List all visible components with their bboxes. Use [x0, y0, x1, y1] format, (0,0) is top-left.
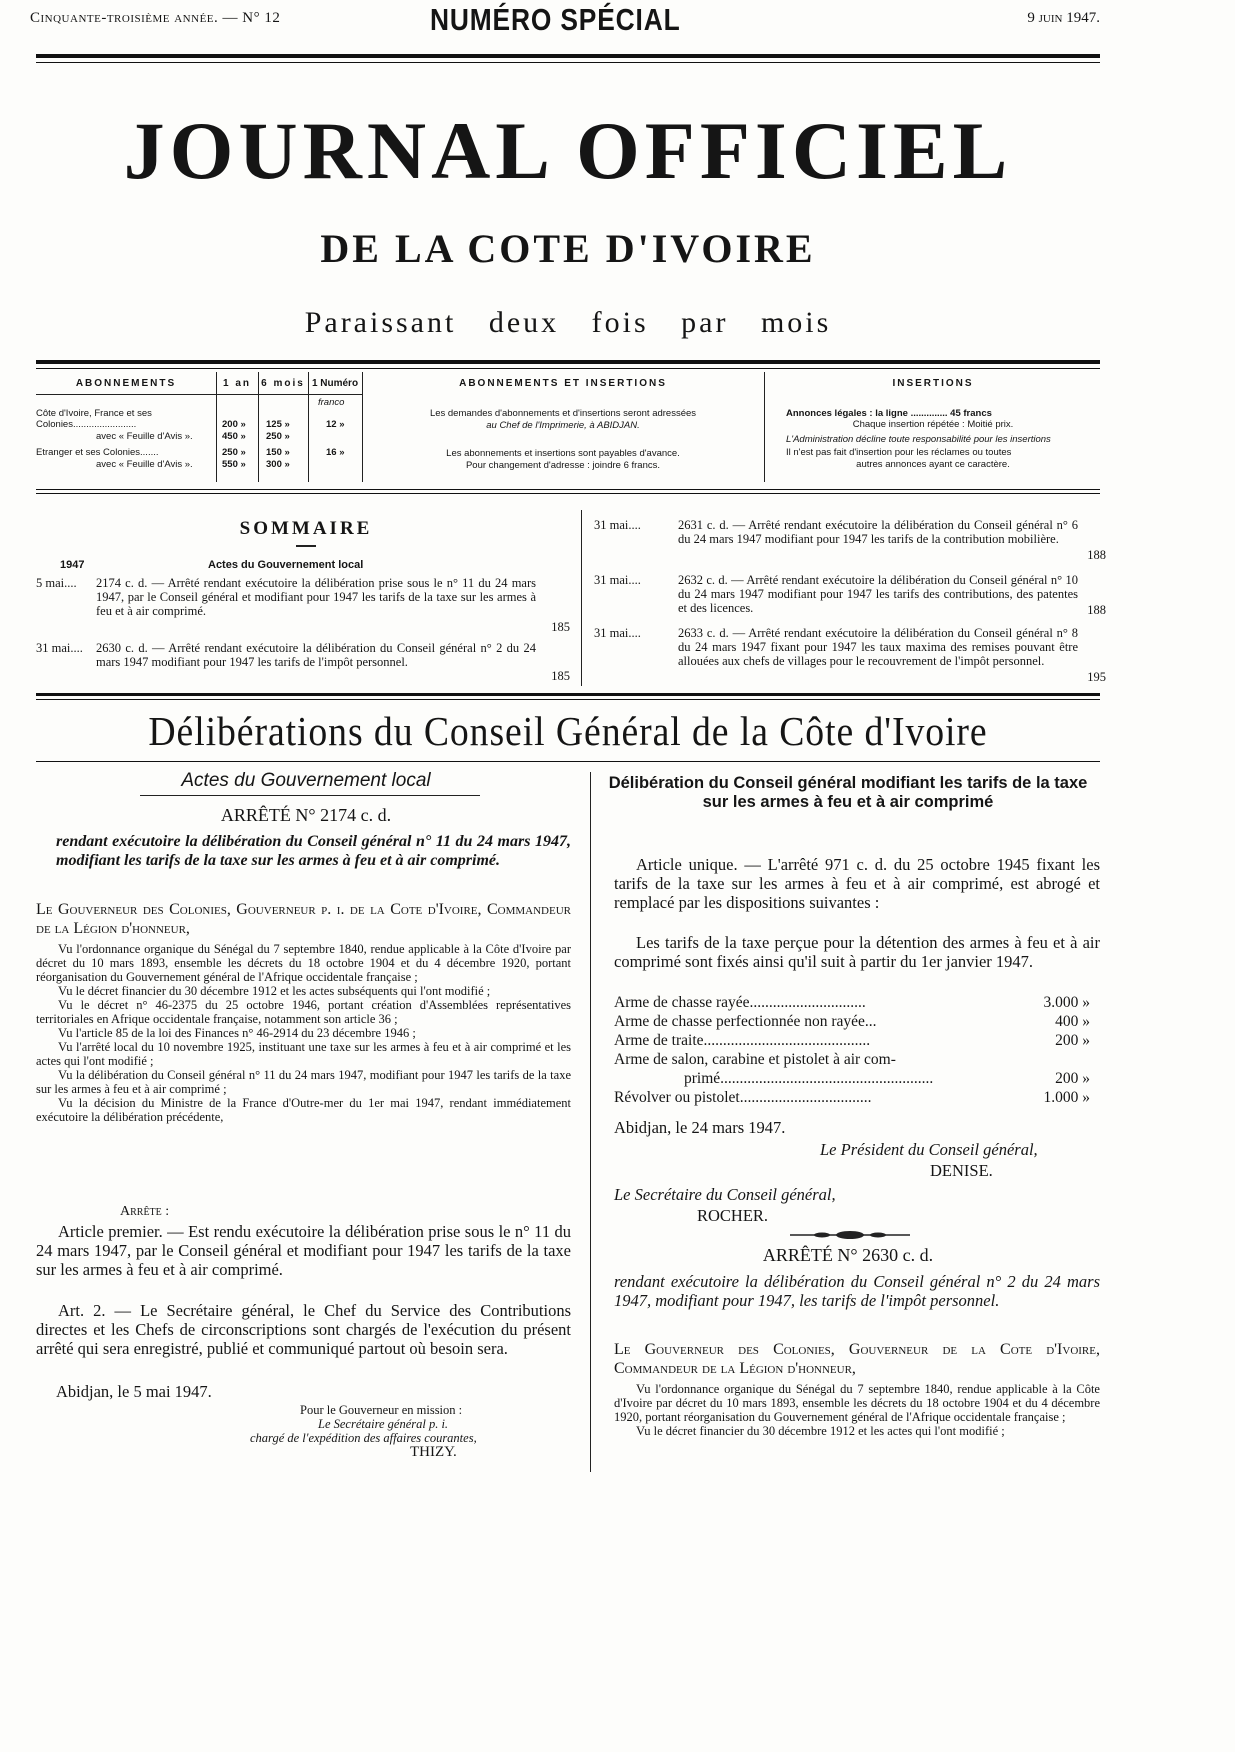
mid-line-2: au Chef de l'Imprimerie, à ABIDJAN. [486, 420, 640, 431]
tariff-label: Arme de chasse rayée.............................. [614, 994, 866, 1011]
tariff-value: 1.000 » [1043, 1089, 1090, 1106]
sig-line: chargé de l'expédition des affaires courantes, [250, 1431, 477, 1445]
deliberations-title: Délibérations du Conseil Général de la Côte d'Ivoire [148, 708, 988, 754]
subs-row-1-num: 12 » [326, 419, 345, 430]
subs-row-3-year: 250 » [222, 447, 246, 458]
ins-line-5: autres annonces ayant ce caractère. [856, 459, 1010, 470]
sommaire-entry: 31 mai.... 2631 c. d. — Arrêté rendant exécutoire la délibération du Conseil général n° 6 du 24 mars 1947 modifiant pour 1947 les tarifs de la contribution mobilière. 188 [594, 518, 1106, 562]
gouverneur-title: Le Gouverneur des Colonies, Gouverneur p. i. de la Cote d'Ivoire, Commandeur de la Légion d'honneur, [36, 901, 571, 937]
arrete-2630-subtitle: rendant exécutoire la délibération du Conseil général n° 2 du 24 mars 1947, modifiant pour 1947, les tarifs de l'impôt personnel. [614, 1272, 1100, 1310]
gouverneur2-title: Le Gouverneur des Colonies, Gouverneur de la Cote d'Ivoire, Commandeur de la Légion d'honneur, [614, 1341, 1100, 1377]
president-title: Le Président du Conseil général, [820, 1140, 1038, 1159]
mid-line-4: Pour changement d'adresse : joindre 6 francs. [465, 460, 661, 471]
subs-row-2-label: avec « Feuille d'Avis ». [96, 431, 193, 442]
abon-ins-header: ABONNEMENTS ET INSERTIONS [459, 378, 667, 389]
deliberations-rule-thin [36, 699, 1100, 700]
sommaire-year: 1947 [60, 559, 85, 571]
visa: Vu l'article 85 de la loi des Finances n° 46-2914 du 23 décembre 1946 ; [58, 1026, 416, 1040]
president-name: DENISE. [930, 1161, 993, 1180]
visa: Vu l'ordonnance organique du Sénégal du 7 septembre 1840, rendue applicable à la Côte d'Ivoire par décret du 10 mars 1893, ensemble les décrets du 18 octobre 1904 et du 4 décembre 1920, portant réorganisation du Gouvernement général de l'Afrique occidentale française ; [614, 1382, 1100, 1424]
visa: Vu le décret financier du 30 décembre 1912 et les actes qui l'ont modifié ; [636, 1424, 1005, 1438]
article-unique: Article unique. — L'arrêté 971 c. d. du 25 octobre 1945 fixant les tarifs de la taxe sur les armes à feu et à air comprimé, est abrogé et remplacé par les dispositions suivantes : [614, 855, 1100, 912]
special-issue-label: NUMÉRO SPÉCIAL [430, 2, 681, 37]
table-bottom-rule-2 [36, 493, 1100, 494]
sommaire-title: SOMMAIRE [239, 518, 373, 539]
subs-row-1-label: Côte d'Ivoire, France et ses [36, 408, 152, 419]
sommaire-entry: 31 mai.... 2633 c. d. — Arrêté rendant exécutoire la délibération du Conseil général n° 8 du 24 mars 1947 fixant pour 1947 les taux maxima des remises pouvant être allouées aux chefs de villages pour le recouvrement de l'impôt personnel. 195 [594, 626, 1106, 684]
ornament-divider [790, 1230, 910, 1240]
arrete-2174-title: ARRÊTÉ N° 2174 c. d. [220, 805, 392, 825]
sommaire-entry: 31 mai.... 2632 c. d. — Arrêté rendant exécutoire la délibération du Conseil général n° 10 du 24 mars 1947 modifiant pour 1947 les tarifs des contributions, des patentes et des licences. 188 [594, 573, 1106, 617]
tariff-label: Arme de chasse perfectionnée non rayée... [614, 1013, 877, 1030]
tarifs-table [614, 994, 1100, 1114]
subs-row-1-year: 200 » [222, 419, 246, 430]
tariff-label: primé....................................................... [684, 1070, 934, 1087]
ins-line-1: Annonces légales : la ligne .............. 45 francs [786, 408, 992, 419]
subscription-table [36, 372, 1100, 482]
subs-row-3-num: 16 » [326, 447, 345, 458]
arrete-2174-subtitle: rendant exécutoire la délibération du Conseil général n° 11 du 24 mars 1947, modifiant les tarifs de la taxe sur les armes à feu et à air comprimé. [56, 833, 571, 869]
tarifs-intro: Les tarifs de la taxe perçue pour la détention des armes à feu et à air comprimé sont fixés ainsi qu'il suit à partir du 1er janvier 1947. [614, 933, 1100, 971]
title-bottom-rule [36, 761, 1100, 762]
abonnements-header: ABONNEMENTS [75, 378, 177, 389]
visas-block-2 [614, 1382, 1100, 1438]
subs-row-2-six: 250 » [266, 431, 290, 442]
arrete-2630-title: ARRÊTÉ N° 2630 c. d. [762, 1245, 934, 1265]
visa: Vu le décret financier du 30 décembre 1912 et les actes subséquents qui l'ont modifié ; [58, 984, 491, 998]
tariff-label: Arme de traite........................................... [614, 1032, 871, 1049]
tariff-value: 400 » [1055, 1013, 1090, 1030]
visa: Vu l'arrêté local du 10 novembre 1925, instituant une taxe sur les armes à feu et à air comprimé et les actes qui l'ont modifié ; [36, 1040, 571, 1068]
secretaire-name: ROCHER. [697, 1206, 769, 1225]
column-divider [590, 772, 591, 1472]
insertions-header: INSERTIONS [892, 378, 974, 389]
tariff-label: Révolver ou pistolet.................................. [614, 1089, 872, 1106]
sommaire-ornament [296, 545, 316, 547]
edition-line [30, 2, 1100, 37]
ins-line-4: Il n'est pas fait d'insertion pour les réclames ou toutes [786, 447, 1012, 458]
visa: Vu l'ordonnance organique du Sénégal du 7 septembre 1840, rendue applicable à la Côte d'Ivoire par décret du 10 mars 1893, ensemble les décrets du 18 octobre 1904 et du 4 décembre 1920, portant réorganisation du Gouvernement général de l'Afrique occidentale française ; [36, 942, 571, 984]
header-rule [36, 360, 1100, 364]
publication-frequency: Paraissant deux fois par mois [304, 306, 832, 339]
one-number-header: 1 Numéro [311, 378, 359, 389]
section-underline [140, 795, 480, 796]
edition-number: Cinquante-troisième année. — N° 12 [30, 10, 281, 26]
visas-block [36, 942, 571, 1124]
subs-row-3-six: 150 » [266, 447, 290, 458]
sommaire-divider [581, 510, 582, 686]
masthead-title: JOURNAL OFFICIEL [123, 105, 1013, 196]
left-place-date: Abidjan, le 5 mai 1947. [56, 1382, 212, 1401]
ins-line-2: Chaque insertion répétée : Moitié prix. [852, 419, 1014, 430]
six-months-header: 6 mois [261, 378, 305, 389]
sommaire-section: Actes du Gouvernement local [208, 559, 364, 571]
issue-date: 9 juin 1947. [1027, 10, 1100, 26]
sommaire-entry: 5 mai.... 2174 c. d. — Arrêté rendant exécutoire la délibération prise sous le n° 11 du 24 mars 1947, par le Conseil général et modifiant pour 1947 les tarifs de la taxe sur les armes à feu et à air comprimé. 185 [36, 576, 570, 634]
ins-line-3: L'Administration décline toute responsabilité pour les insertions [786, 434, 1051, 445]
top-rule-thin [36, 62, 1100, 63]
masthead-subtitle: DE LA COTE D'IVOIRE [320, 226, 816, 271]
article-premier: Article premier. — Est rendu exécutoire la délibération prise sous le n° 11 du 24 mars 1947, par le Conseil général et modifiant pour 1947 les tarifs de la taxe sur les armes à feu et à air comprimé. [36, 1222, 571, 1279]
top-rule [36, 54, 1100, 58]
right-place-date: Abidjan, le 24 mars 1947. [614, 1118, 786, 1137]
subs-row-1-label2: Colonies........................ [36, 419, 137, 430]
arrete-word: Arrête : [120, 1204, 170, 1219]
sig-line: Pour le Gouverneur en mission : [300, 1403, 463, 1417]
table-bottom-rule [36, 489, 1100, 490]
visa: Vu la décision du Ministre de la France d'Outre-mer du 1er mai 1947, rendant immédiatement exécutoire la délibération précédente, [36, 1096, 571, 1124]
subs-row-4-six: 300 » [266, 459, 290, 470]
subs-row-1-six: 125 » [266, 419, 290, 430]
mid-line-1: Les demandes d'abonnements et d'insertions seront adressées [429, 408, 697, 419]
article-2: Art. 2. — Le Secrétaire général, le Chef du Service des Contributions directes et les Chefs de circonscriptions sont chargés de l'exécution du présent arrêté qui sera enregistré, publié et communiqué partout où besoin sera. [36, 1301, 571, 1358]
franco-note: franco [318, 397, 345, 408]
subs-row-4-year: 550 » [222, 459, 246, 470]
visa: Vu la délibération du Conseil général n° 11 du 24 mars 1947, modifiant pour 1947 les tarifs de la taxe sur les armes à feu et à air comprimé ; [36, 1068, 571, 1096]
visa: Vu le décret n° 46-2375 du 25 octobre 1946, portant création d'Assemblées représentatives territoriales en Afrique occidentale française, notamment son article 36 ; [36, 998, 571, 1026]
sig-line: Le Secrétaire général p. i. [318, 1417, 449, 1431]
subs-row-4-label: avec « Feuille d'Avis ». [96, 459, 193, 470]
mid-line-3: Les abonnements et insertions sont payables d'avance. [446, 448, 680, 459]
subs-row-2-year: 450 » [222, 431, 246, 442]
tariff-value: 200 » [1055, 1032, 1090, 1049]
deliberation-title: Délibération du Conseil général modifiant les tarifs de la taxe sur les armes à feu et à air comprimé [608, 774, 1088, 811]
subs-row-3-label: Etranger et ses Colonies....... [36, 447, 159, 458]
tariff-value: 3.000 » [1043, 994, 1090, 1011]
sommaire-entry: 31 mai.... 2630 c. d. — Arrêté rendant exécutoire la délibération du Conseil général n° 2 du 24 mars 1947 modifiant pour 1947 les tarifs de l'impôt personnel. 185 [36, 641, 570, 683]
deliberations-rule [36, 693, 1100, 696]
section-actes-gouvernement: Actes du Gouvernement local [181, 770, 431, 791]
tariff-label: Arme de salon, carabine et pistolet à air com- [614, 1051, 896, 1068]
tariff-value: 200 » [1055, 1070, 1090, 1087]
one-year-header: 1 an [222, 378, 251, 389]
header-rule-thin [36, 368, 1100, 369]
secretaire-title: Le Secrétaire du Conseil général, [614, 1185, 836, 1204]
sig-name: THIZY. [410, 1444, 457, 1460]
signature-block [250, 1403, 580, 1460]
